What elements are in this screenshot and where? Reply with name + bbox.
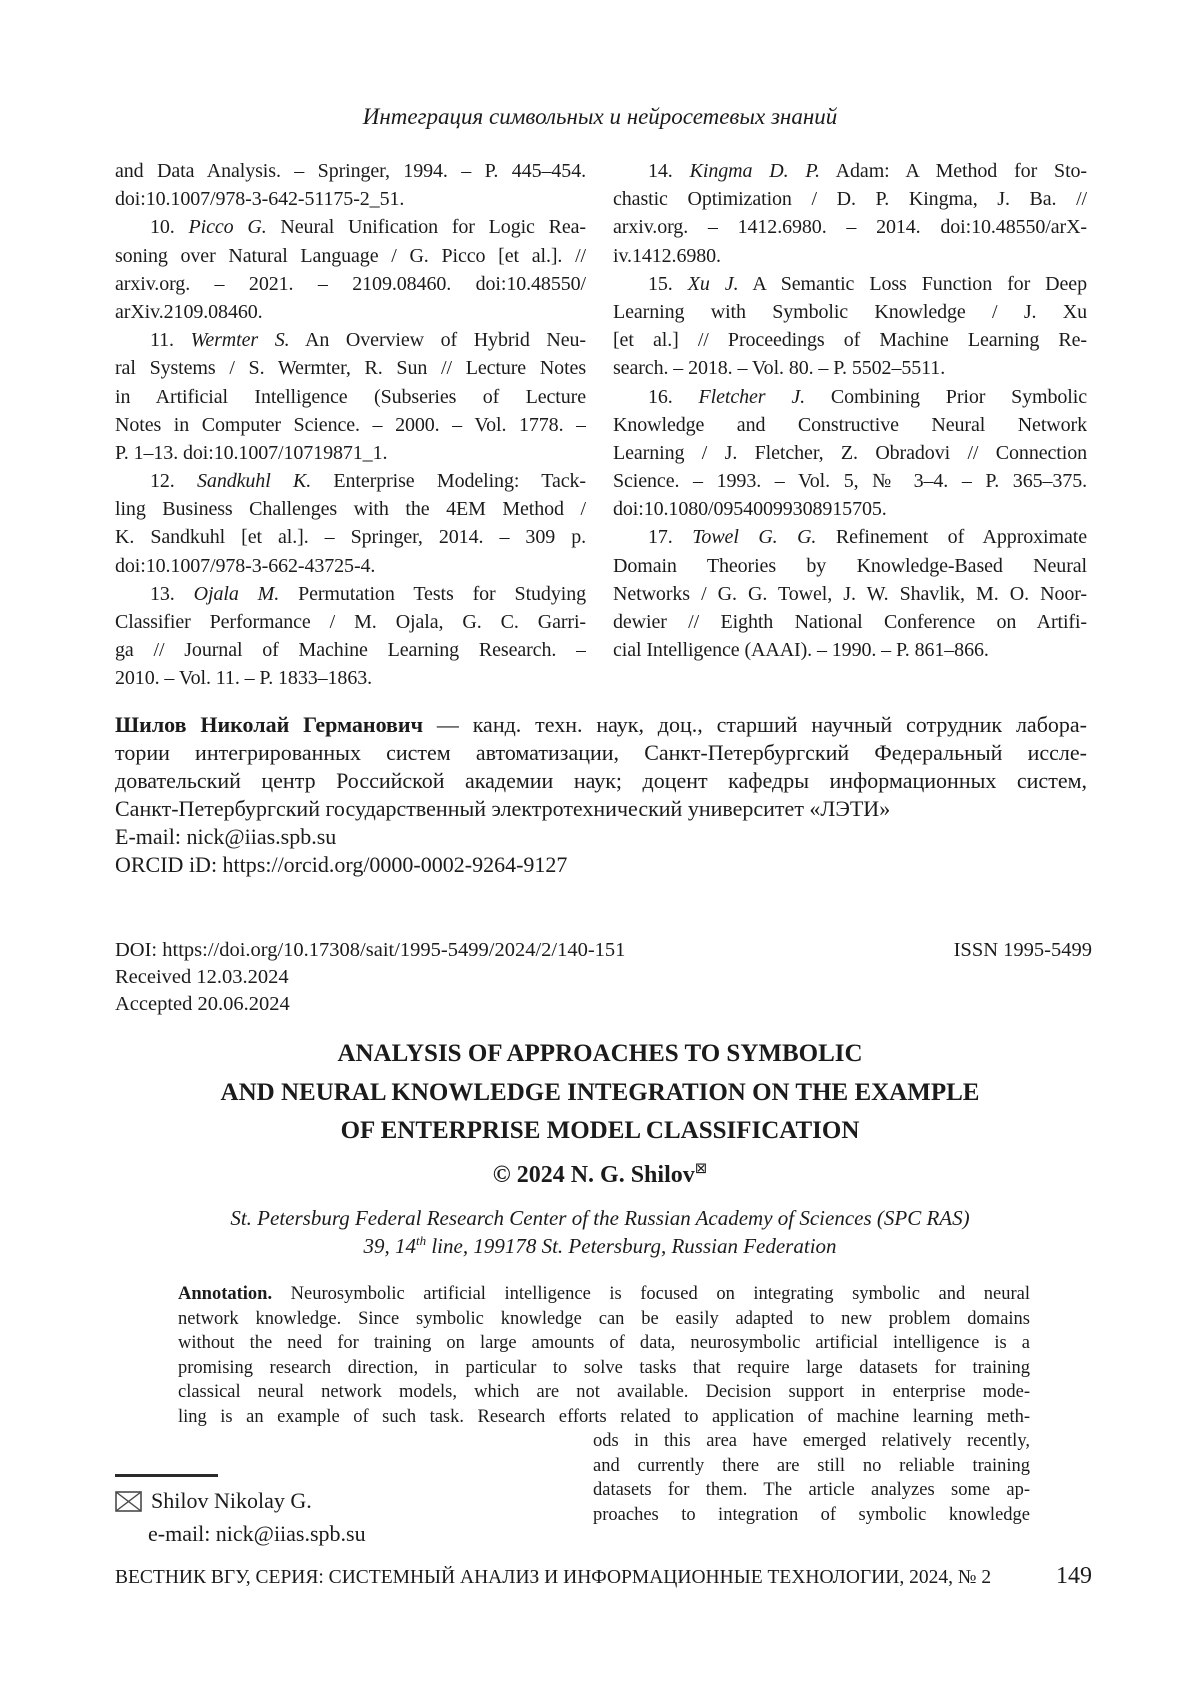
reference-line: Domain Theories by Knowledge-Based Neural bbox=[613, 554, 1087, 577]
doi-issn-row bbox=[115, 937, 1092, 964]
copyright-line bbox=[0, 1160, 1200, 1190]
article-title-line: AND NEURAL KNOWLEDGE INTEGRATION ON THE EXAMPLE bbox=[220, 1078, 980, 1106]
reference-line: Notes in Computer Science. – 2000. – Vol. 1778. – bbox=[115, 413, 586, 436]
annotation-line: ods in this area have emerged relatively recently, bbox=[593, 1431, 1030, 1451]
annotation-line: network knowledge. Since symbolic knowledge can be easily adapted to new problem domains bbox=[178, 1308, 1030, 1329]
received-row bbox=[115, 964, 1092, 991]
accepted-row bbox=[115, 991, 1092, 1018]
reference-line: doi:10.1007/978-3-642-51175-2_51. bbox=[115, 188, 405, 211]
reference-line: 2010. – Vol. 11. – P. 1833–1863. bbox=[115, 667, 373, 690]
annotation-line: proaches to integration of symbolic knowledge bbox=[593, 1504, 1030, 1525]
reference-line: Science. – 1993. – Vol. 5, № 3–4. – P. 365–375. bbox=[613, 470, 1087, 493]
reference-line: iv.1412.6980. bbox=[613, 244, 721, 267]
corresponding-author-icon: ⊠ bbox=[694, 1159, 708, 1177]
footnote-email[interactable]: e-mail: nick@iias.spb.su bbox=[148, 1521, 366, 1546]
reference-line: in Artificial Intelligence (Subseries of Lecture bbox=[115, 385, 586, 408]
references-column-right bbox=[613, 157, 1087, 664]
annotation-line: classical neural network models, which are not available. Decision support in enterprise mode- bbox=[178, 1382, 1030, 1402]
doi-link[interactable]: DOI: https://doi.org/10.17308/sait/1995-5499/2024/2/140-151 bbox=[115, 939, 626, 961]
reference-line: 13. Ojala M. Permutation Tests for Studying bbox=[150, 582, 586, 605]
reference-line: search. – 2018. – Vol. 80. – P. 5502–5511. bbox=[613, 357, 946, 380]
reference-line: cial Intelligence (AAAI). – 1990. – P. 861–866. bbox=[613, 639, 989, 662]
reference-line: Learning / J. Fletcher, Z. Obradovi // Connection bbox=[613, 441, 1087, 464]
reference-line: doi:10.1080/09540099308915705. bbox=[613, 498, 887, 521]
reference-line: 17. Towel G. G. Refinement of Approximate bbox=[648, 526, 1087, 549]
reference-line: ling Business Challenges with the 4EM Method / bbox=[115, 498, 586, 521]
reference-line: Knowledge and Constructive Neural Network bbox=[613, 413, 1087, 436]
author-bio-line: Санкт-Петербургский государственный электротехнический университет «ЛЭТИ» bbox=[115, 796, 891, 821]
page-footer bbox=[115, 1563, 1092, 1590]
author-bio-line: довательский центр Российской академии наук; доцент кафедры информационных систем, bbox=[115, 768, 1087, 793]
reference-line: ga // Journal of Machine Learning Research. – bbox=[115, 639, 586, 662]
author-bio-line: E-mail: nick@iias.spb.su bbox=[115, 824, 337, 849]
affiliation bbox=[0, 1205, 1200, 1260]
reference-line: dewier // Eighth National Conference on Artifi- bbox=[613, 611, 1087, 633]
reference-line: 14. Kingma D. P. Adam: A Method for Sto- bbox=[648, 160, 1087, 182]
issn-label: ISSN 1995-5499 bbox=[953, 939, 1092, 961]
author-bio-line: тории интегрированных систем автоматизации, Санкт-Петербургский Федеральный иссле- bbox=[115, 740, 1087, 765]
reference-line: 15. Xu J. A Semantic Loss Function for Deep bbox=[648, 272, 1087, 295]
footnote-rule bbox=[115, 1474, 218, 1477]
received-date: Received 12.03.2024 bbox=[115, 966, 289, 988]
references-column-left bbox=[115, 157, 586, 693]
article-title bbox=[0, 1035, 1200, 1151]
reference-line: 10. Picco G. Neural Unification for Logic Rea- bbox=[150, 216, 586, 239]
envelope-icon bbox=[115, 1491, 142, 1518]
reference-line: ral Systems / S. Wermter, R. Sun // Lecture Notes bbox=[115, 357, 586, 380]
reference-line: Networks / G. G. Towel, J. W. Shavlik, M. O. Noor- bbox=[613, 582, 1087, 605]
annotation-line: ling is an example of such task. Research efforts related to application of machine learning meth- bbox=[178, 1406, 1030, 1427]
reference-line: arxiv.org. – 1412.6980. – 2014. doi:10.48550/arX- bbox=[613, 216, 1087, 239]
accepted-date: Accepted 20.06.2024 bbox=[115, 993, 290, 1015]
annotation-line: without the need for training on large amounts of data, neurosymbolic artificial intelligence is a bbox=[178, 1333, 1030, 1353]
reference-line: arXiv.2109.08460. bbox=[115, 300, 263, 323]
reference-line: Classifier Performance / M. Ojala, G. C. Garri- bbox=[115, 611, 586, 633]
reference-line: K. Sandkuhl [et al.]. – Springer, 2014. – 309 p. bbox=[115, 526, 586, 549]
reference-line: soning over Natural Language / G. Picco [et al.]. // bbox=[115, 244, 586, 267]
reference-line: doi:10.1007/978-3-662-43725-4. bbox=[115, 554, 376, 577]
page-number: 149 bbox=[1056, 1563, 1092, 1589]
author-bio-line: ORCID iD: https://orcid.org/0000-0002-9264-9127 bbox=[115, 852, 568, 877]
author-bio bbox=[115, 711, 1087, 879]
reference-line: Learning with Symbolic Knowledge / J. Xu bbox=[613, 300, 1087, 323]
annotation-line: and currently there are still no reliable training bbox=[593, 1455, 1030, 1476]
footnote-author-name: Shilov Nikolay G. bbox=[151, 1488, 312, 1513]
annotation-line: datasets for them. The article analyzes some ap- bbox=[593, 1480, 1030, 1500]
corresponding-author-footnote bbox=[115, 1474, 545, 1547]
reference-line: and Data Analysis. – Springer, 1994. – P. 445–454. bbox=[115, 160, 586, 182]
reference-line: arxiv.org. – 2021. – 2109.08460. doi:10.48550/ bbox=[115, 272, 586, 295]
reference-line: 12. Sandkuhl K. Enterprise Modeling: Tack- bbox=[150, 470, 586, 493]
reference-line: chastic Optimization / D. P. Kingma, J. Ba. // bbox=[613, 188, 1087, 211]
running-head: Интеграция символьных и нейросетевых знаний bbox=[362, 104, 838, 129]
article-title-line: ANALYSIS OF APPROACHES TO SYMBOLIC bbox=[337, 1040, 863, 1067]
annotation-line: Annotation. Neurosymbolic artificial intelligence is focused on integrating symbolic and neural bbox=[178, 1284, 1030, 1304]
journal-title: ВЕСТНИК ВГУ, СЕРИЯ: СИСТЕМНЫЙ АНАЛИЗ И ИНФОРМАЦИОННЫЕ ТЕХНОЛОГИИ, 2024, № 2 bbox=[115, 1567, 992, 1588]
reference-line: 16. Fletcher J. Combining Prior Symbolic bbox=[648, 385, 1087, 408]
reference-line: [et al.] // Proceedings of Machine Learning Re- bbox=[613, 329, 1087, 352]
annotation-line: promising research direction, in particular to solve tasks that require large datasets for training bbox=[178, 1357, 1030, 1378]
copyright-text: © 2024 N. G. Shilov bbox=[492, 1162, 695, 1188]
article-title-line: OF ENTERPRISE MODEL CLASSIFICATION bbox=[340, 1117, 860, 1144]
affiliation-line: 39, 14th line, 199178 St. Petersburg, Russian Federation bbox=[363, 1232, 837, 1258]
reference-line: 11. Wermter S. An Overview of Hybrid Neu- bbox=[150, 329, 586, 352]
author-bio-line: Шилов Николай Германович — канд. техн. наук, доц., старший научный сотрудник лабора- bbox=[115, 712, 1087, 737]
affiliation-line: St. Petersburg Federal Research Center of the Russian Academy of Sciences (SPC RAS) bbox=[230, 1206, 970, 1230]
article-meta bbox=[115, 937, 1092, 1018]
reference-line: P. 1–13. doi:10.1007/10719871_1. bbox=[115, 441, 388, 464]
